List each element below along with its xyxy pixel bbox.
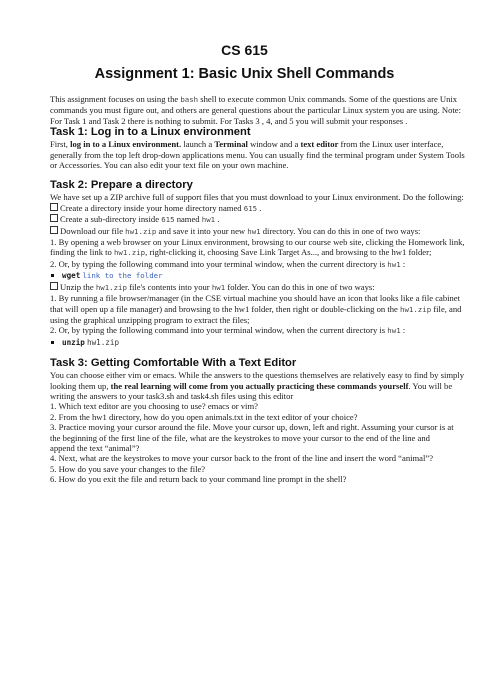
task2-option: 2. Or, by typing the following command into your terminal window, when the current directory is hw1 : xyxy=(50,325,406,336)
task2-intro: We have set up a ZIP archive full of support files that you must download to your Linux environment. Do the following: xyxy=(50,192,464,203)
checkbox-icon xyxy=(50,226,58,234)
task3-question: 3. Practice moving your cursor around the file. Move your cursor up, down, left and right. Assuming your cursor is at the beginning of the first line of the file, what are the keystrokes to move your cursor to the end of the line and xyxy=(50,422,454,443)
checkbox-icon xyxy=(50,214,58,222)
task2-option: 1. By opening a web browser on your Linux environment, browsing to our course web site, clicking the Homework link, finding the link to hw1.zip, right-clicking it, choosing Save Link Target As..., and browsing to the hw1 folder; xyxy=(50,237,465,258)
intro-paragraph: This assignment focuses on using the bash shell to execute common Unix commands. Some of the questions are Unix commands you must figure out, and others are general questions about the particular Linux system you are using. Note: xyxy=(50,94,461,116)
task1-heading: Task 1: Log in to a Linux environment xyxy=(50,126,251,139)
bullet-icon xyxy=(51,341,54,344)
task3-paragraph: You can choose either vim or emacs. While the answers to the questions themselves are relatively easy to find by simply looking them up, the real learning will come from you actually practicing these commands yourself. You will be writing the answers to your task3.sh and task4.sh files using this editor xyxy=(50,370,464,401)
task3-heading: Task 3: Getting Comfortable With a Text Editor xyxy=(50,357,297,370)
checkbox-icon xyxy=(50,282,58,290)
course-code: CS 615 xyxy=(221,42,268,58)
inline-code: bash xyxy=(180,95,199,104)
task3-question: 4. Next, what are the keystrokes to move your cursor back to the front of the line and insert the word “animal”? xyxy=(50,453,434,464)
task2-step: Create a directory inside your home directory named 615 . xyxy=(50,203,465,214)
task3-question: 5. How do you save your changes to the file? xyxy=(50,463,206,474)
task3-question-cont: append the text “animal”? xyxy=(50,442,140,453)
task3-question: 1. Which text editor are you choosing to use? emacs or vim? xyxy=(50,401,258,412)
task2-step: Download our file hw1.zip and save it into your new hw1 directory. You can do this in one of two ways: xyxy=(50,226,465,237)
assignment-title: Assignment 1: Basic Unix Shell Commands xyxy=(94,66,395,82)
task3-question: 6. How do you exit the file and return back to your command line prompt in the shell? xyxy=(50,474,347,485)
task2-heading: Task 2: Prepare a directory xyxy=(50,179,193,192)
task2-option: 2. Or, by typing the following command into your terminal window, when the current directory is hw1 : xyxy=(50,258,406,269)
wget-command: wget link to the folder xyxy=(50,270,465,281)
bullet-icon xyxy=(51,274,54,277)
task1-paragraph: First, log in to a Linux environment. launch a Terminal window and a text editor from the Linux user interface, generally from the top left drop-down applications menu. You can usually find the terminal program under System Tools or Accessories. You can also edit your text file on your own machine. xyxy=(50,139,465,171)
unzip-command: unzip hw1.zip xyxy=(50,337,465,348)
task2-option: 1. By running a file browser/manager (in the CSE virtual machine you should have an icon that looks like a file cabinet that will open up a file manager) and browsing to the hw1 folder, then right or double-clicking on the hw1.zip file, and using the graphical unzipping program to extract the files; xyxy=(50,293,462,325)
task2-step: Unzip the hw1.zip file's contents into your hw1 folder. You can do this in one of two ways: xyxy=(50,282,465,293)
task3-question: 2. From the hw1 directory, how do you open animals.txt in the text editor of your choice? xyxy=(50,411,358,422)
document-body xyxy=(50,94,465,485)
task2-step: Create a sub-directory inside 615 named hw1 . xyxy=(50,214,465,225)
checkbox-icon xyxy=(50,203,58,211)
intro-note: For Task 1 and Task 2 there is nothing to submit. For Tasks 3 , 4, and 5 you will submit your responses . xyxy=(50,115,408,126)
